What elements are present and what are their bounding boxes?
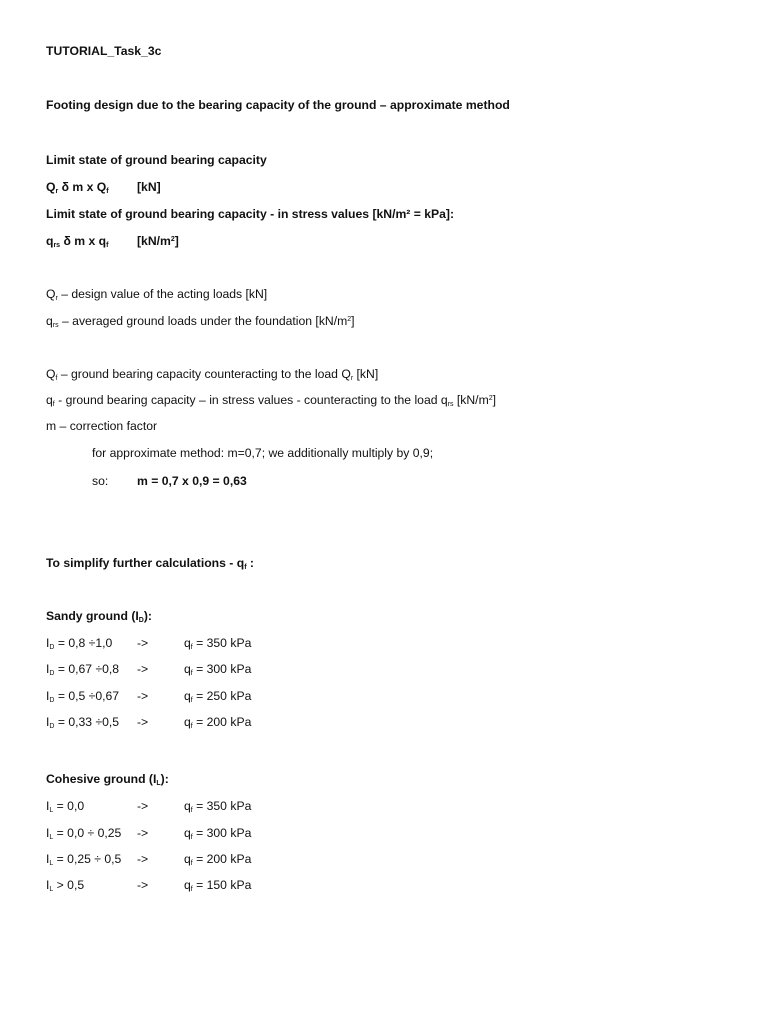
limit-state-formula: $Q_r$ δ m x $Q_f$ [kN] (46, 180, 161, 195)
definition-m: m – correction factor (46, 419, 158, 433)
stress-formula: $q_{rs}$ δ m x $q_f$ $[kN/m^2]$ (46, 234, 179, 249)
definition-qf: $Q_f$ – ground bearing capacity counteracting to the load $Q_r$ [kN] (46, 367, 379, 382)
definition-qrs: $q_{rs}$ – averaged ground loads under the foundation $[kN/m^2]$ (46, 314, 355, 329)
definition-qr: $Q_r$ – design value of the acting loads [kN] (46, 287, 268, 302)
definition-m-detail: for approximate method: m=0,7; we additionally multiply by 0,9; (92, 446, 434, 460)
document-subtitle: Footing design due to the bearing capacity of the ground – approximate method (46, 98, 510, 112)
document-title: TUTORIAL_Task_3c (46, 44, 162, 58)
cohesive-heading: Cohesive ground $(I_L)$: (46, 772, 169, 787)
simplify-heading: To simplify further calculations - $q_f$ : (46, 556, 254, 571)
stress-heading: Limit state of ground bearing capacity - in stress values [kN/m² = kPa]: (46, 207, 455, 221)
stress-unit: $[kN/m^2]$ (137, 234, 179, 248)
so-label: so: (92, 474, 109, 488)
limit-state-heading: Limit state of ground bearing capacity (46, 153, 267, 167)
sandy-heading: Sandy ground $(I_D)$: (46, 609, 152, 624)
formula-unit: [kN] (137, 180, 161, 194)
so-value: m = 0,7 x 0,9 = 0,63 (137, 474, 247, 488)
definition-qf-stress: $q_f$ - ground bearing capacity – in stress values - counteracting to the load $q_{rs}$ $[kN/m^2]$ (46, 393, 497, 408)
